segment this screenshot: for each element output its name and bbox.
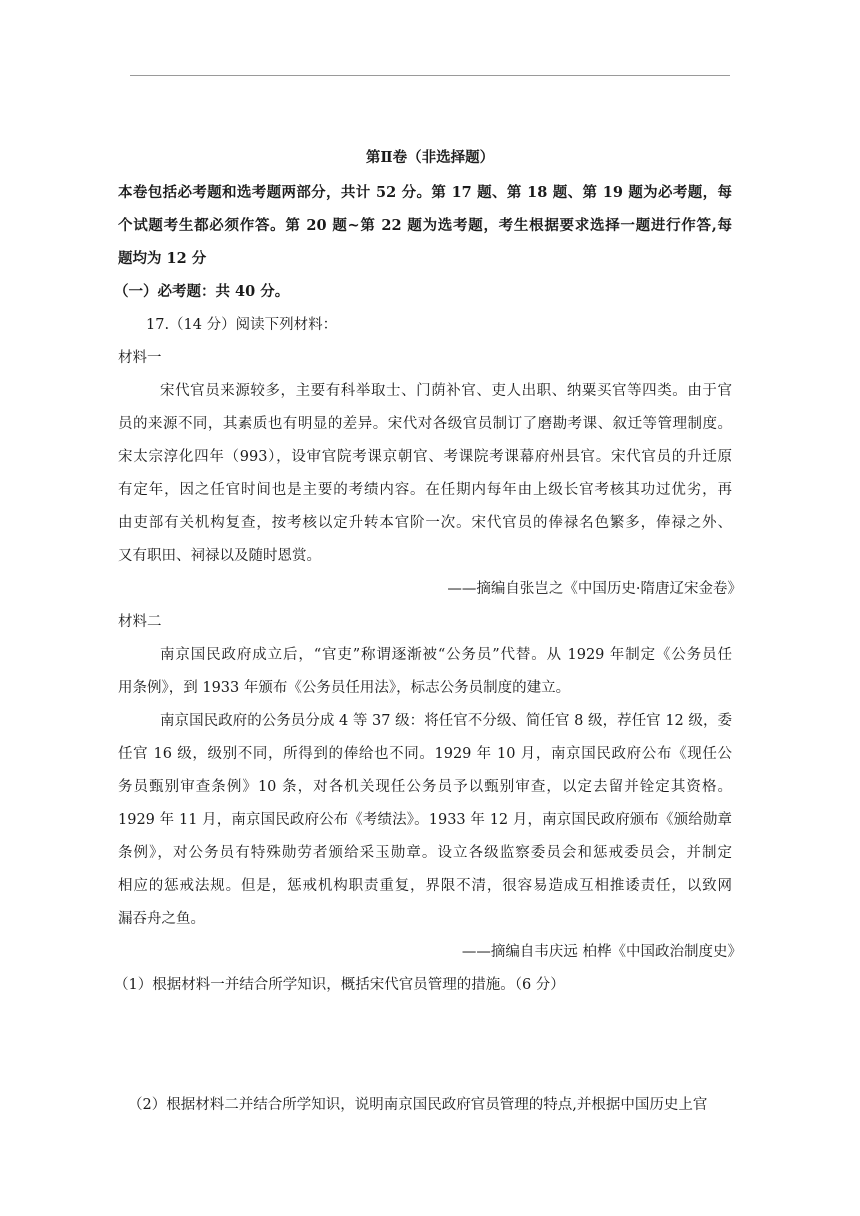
header-rule — [130, 75, 730, 76]
material-two-line: 1929 年 11 月，南京国民政府公布《考绩法》。1933 年 12 月，南京国民政府颁布《颁给勋章 — [118, 812, 732, 828]
material-two-source: ——摘编自韦庆远 柏桦《中国政治制度史》 — [461, 944, 742, 960]
material-two-line: 用条例》，到 1933 年颁布《公务员任用法》，标志公务员制度的建立。 — [118, 680, 571, 696]
material-one-line: 又有职田、祠禄以及随时恩赏。 — [118, 548, 321, 564]
instructions-line-1: 本卷包括必考题和选考题两部分，共计 52 分。第 17 题、第 18 题、第 19 题为必考题，每 — [118, 184, 732, 201]
question-stem: 17.（14 分）阅读下列材料： — [146, 317, 338, 333]
section-title: （一）必考题：共 40 分。 — [114, 283, 290, 300]
material-two-label: 材料二 — [118, 614, 162, 630]
material-one-line: 宋太宗淳化四年（993），设审官院考课京朝官、考课院考课幕府州县官。宋代官员的升迁原 — [118, 449, 732, 465]
material-one-label: 材料一 — [118, 350, 162, 366]
material-one-line: 员的来源不同，其素质也有明显的差异。宋代对各级官员制订了磨勘考课、叙迁等管理制度。 — [118, 416, 732, 432]
instructions-line-2: 个试题考生都必须作答。第 20 题~第 22 题为选考题，考生根据要求选择一题进行作答,每 — [118, 217, 732, 234]
material-two-line: 条例》，对公务员有特殊勋劳者颁给采玉勋章。设立各级监察委员会和惩戒委员会，并制定 — [118, 845, 732, 861]
material-one-line: 由吏部有关机构复查，按考核以定升转本官阶一次。宋代官员的俸禄名色繁多，俸禄之外、 — [118, 515, 732, 531]
material-two-line: 务员甄别审查条例》10 条，对各机关现任公务员予以甄别审查，以定去留并铨定其资格。 — [118, 779, 732, 795]
sub-question-2: （2）根据材料二并结合所学知识，说明南京国民政府官员管理的特点,并根据中国历史上官 — [128, 1097, 708, 1113]
sub-question-1: （1）根据材料一并结合所学知识，概括宋代官员管理的措施。（6 分） — [114, 977, 565, 993]
part-heading: 第Ⅱ卷（非选择题） — [365, 149, 495, 166]
material-one-line: 宋代官员来源较多，主要有科举取士、门荫补官、吏人出职、纳粟买官等四类。由于官 — [160, 383, 732, 399]
material-two-line: 南京国民政府成立后，“官吏”称谓逐渐被“公务员”代替。从 1929 年制定《公务员任 — [160, 647, 732, 663]
material-two-line: 任官 16 级，级别不同，所得到的俸给也不同。1929 年 10 月，南京国民政府公布《现任公 — [118, 746, 732, 762]
material-two-line: 漏吞舟之鱼。 — [118, 911, 205, 927]
material-one-line: 有定年，因之任官时间也是主要的考绩内容。在任期内每年由上级长官考核其功过优劣，再 — [118, 482, 732, 498]
material-one-source: ——摘编自张岂之《中国历史·隋唐辽宋金卷》 — [447, 581, 742, 597]
instructions-line-3: 题均为 12 分 — [118, 250, 207, 267]
material-two-line: 相应的惩戒法规。但是，惩戒机构职责重复，界限不清，很容易造成互相推诿责任，以致网 — [118, 878, 732, 894]
material-two-line: 南京国民政府的公务员分成 4 等 37 级：将任官不分级、简任官 8 级，荐任官 12 级，委 — [160, 713, 732, 729]
